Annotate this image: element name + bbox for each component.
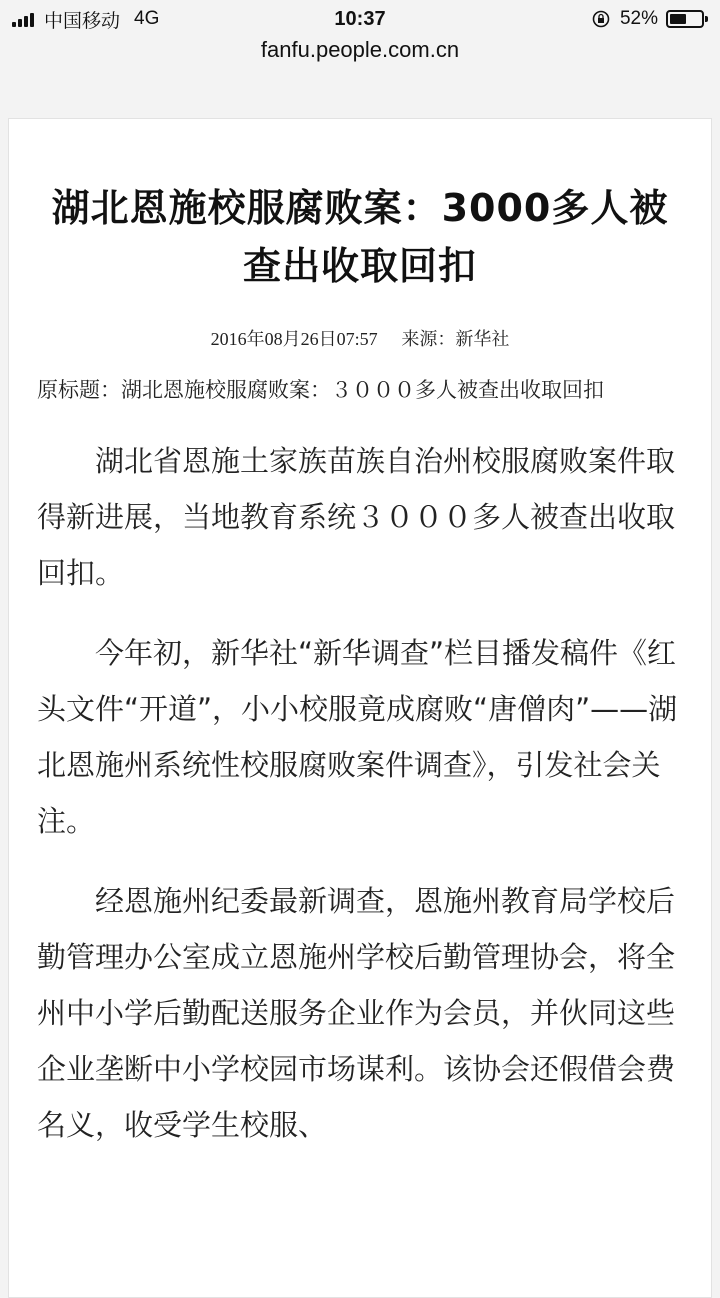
original-title: 原标题：湖北恩施校服腐败案：３０００多人被查出收取回扣 — [37, 378, 604, 402]
article-paragraph: 湖北省恩施土家族苗族自治州校服腐败案件取得新进展，当地教育系统３０００多人被查出收取回扣。 — [37, 444, 676, 590]
article-paragraph: 今年初，新华社“新华调查”栏目播发稿件《红头文件“开道”，小小校服竟成腐败“唐僧肉”——湖北恩施州系统性校服腐败案件调查》，引发社会关注。 — [37, 636, 678, 838]
battery-fill — [670, 14, 686, 24]
battery-icon — [666, 10, 704, 28]
battery-percent: 52% — [619, 8, 658, 29]
article-meta — [9, 325, 711, 351]
article-source: 来源：新华社 — [401, 329, 510, 350]
status-right — [592, 8, 720, 30]
article-card — [8, 118, 712, 1298]
status-time: 10:37 — [334, 7, 386, 30]
signal-strength-icon — [12, 11, 36, 27]
article-title: 湖北恩施校服腐败案：3000多人被查出收取回扣 — [51, 186, 669, 288]
status-left — [0, 6, 159, 33]
address-bar[interactable] — [0, 38, 720, 78]
rotation-lock-icon — [592, 10, 610, 28]
network-type: 4G — [134, 8, 160, 29]
article-paragraph: 经恩施州纪委最新调查，恩施州教育局学校后勤管理办公室成立恩施州学校后勤管理协会，将全州中小学后勤配送服务企业作为会员，并伙同这些企业垄断中小学校园市场谋利。该协会还假借会费名义，收受学生校服、 — [37, 884, 676, 1142]
status-bar — [0, 0, 720, 38]
url-text[interactable]: fanfu.people.com.cn — [260, 37, 460, 62]
article-date: 2016年08月26日07:57 — [210, 329, 378, 349]
carrier-name: 中国移动 — [44, 10, 121, 32]
